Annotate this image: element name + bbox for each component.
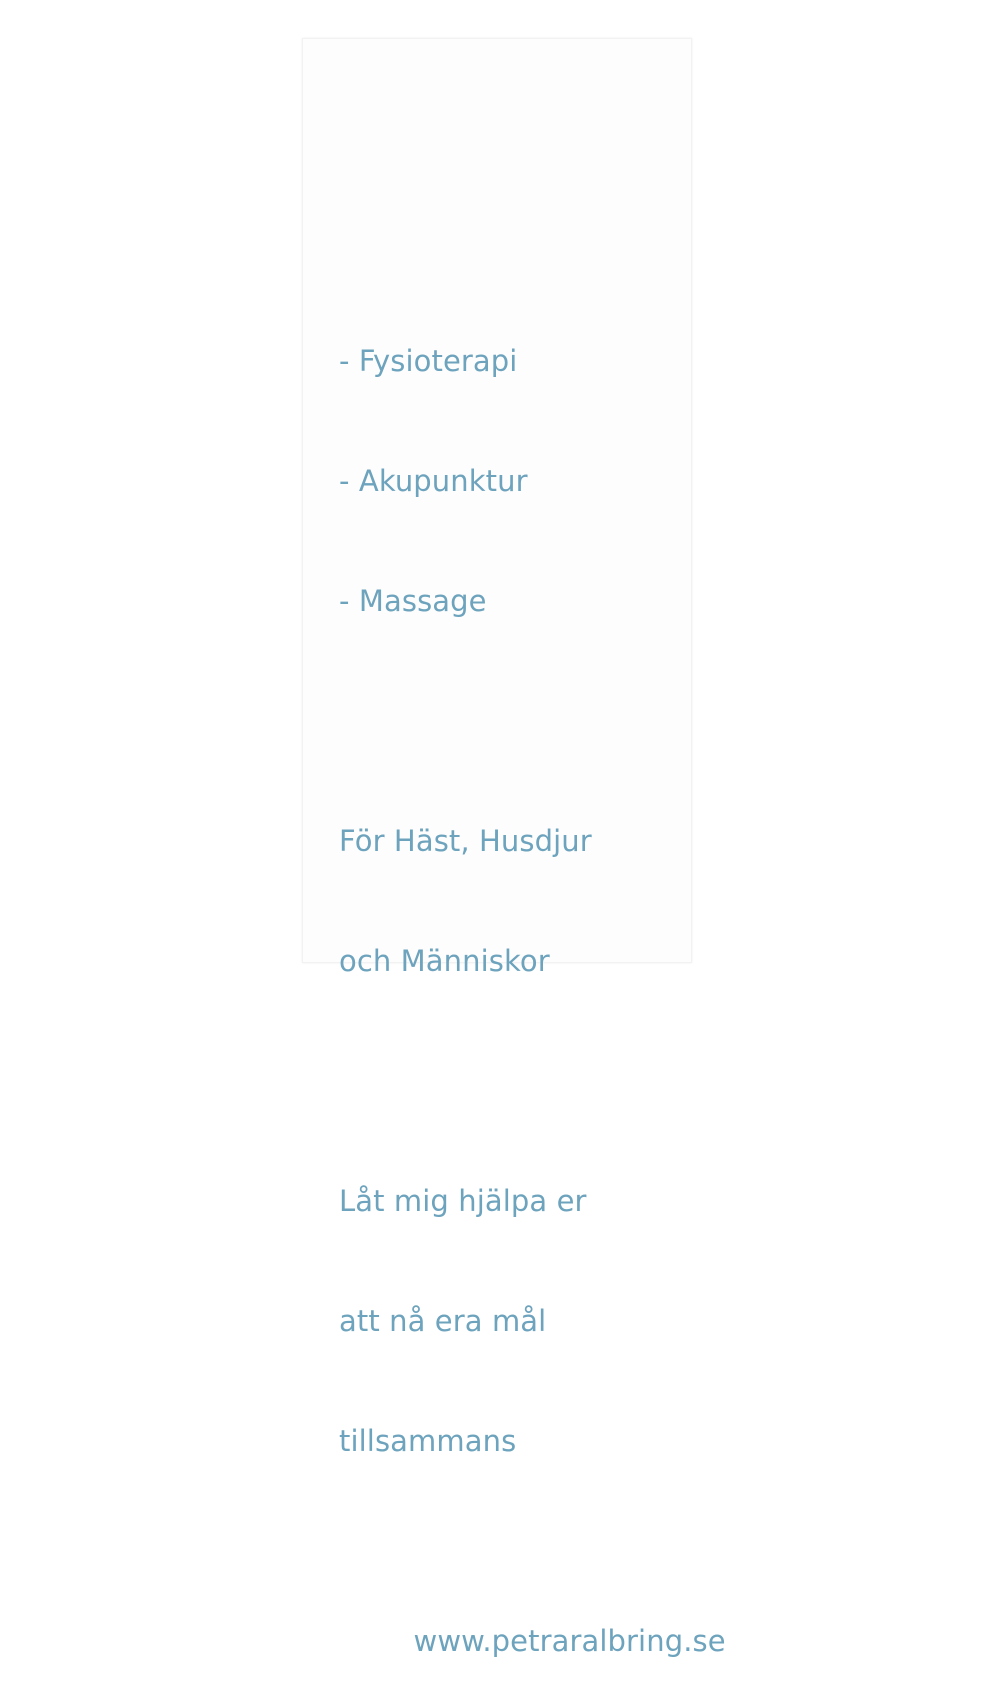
audience-statement — [339, 741, 673, 1061]
flyer-content — [339, 261, 726, 1701]
services-list — [339, 261, 673, 701]
website-block — [339, 1581, 726, 1701]
flyer-card — [302, 38, 726, 1658]
audience-line-1: För Häst, Husdjur — [339, 824, 592, 858]
service-item-fysioterapi: - Fysioterapi — [339, 344, 518, 378]
tagline — [339, 1101, 673, 1541]
audience-line-2: och Människor — [339, 944, 550, 978]
service-item-massage: - Massage — [339, 584, 487, 618]
tagline-line-2: att nå era mål — [339, 1304, 547, 1338]
tagline-line-1: Låt mig hjälpa er — [339, 1184, 587, 1218]
service-item-akupunktur: - Akupunktur — [339, 464, 528, 498]
website-link[interactable]: www.petraralbring.se — [413, 1624, 726, 1658]
tagline-line-3: tillsammans — [339, 1424, 517, 1458]
